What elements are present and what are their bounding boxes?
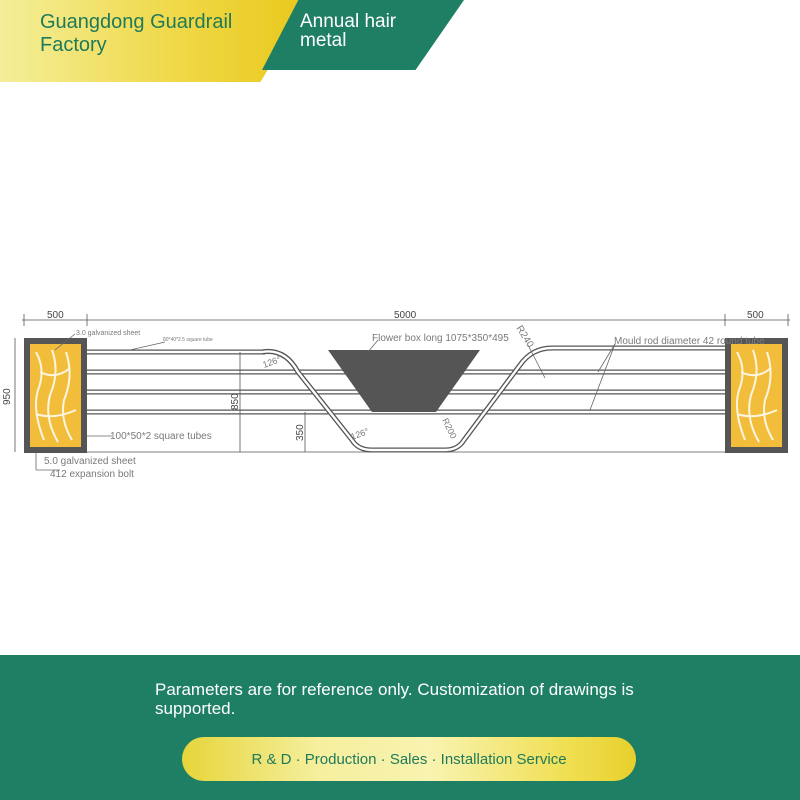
curved-mould-rod: [262, 348, 725, 450]
right-post: [725, 338, 788, 453]
footer-note: Parameters are for reference only. Customization of drawings is supported.: [155, 680, 634, 718]
dim-total-height: 950: [2, 388, 13, 405]
left-post: [24, 338, 87, 453]
product-name: Annual hair metal: [300, 11, 397, 51]
factory-name: Guangdong Guardrail Factory: [40, 11, 233, 56]
anno-square-tube-top: 80*40*2.5 square tube: [163, 337, 213, 343]
dim-bottom-height: 350: [295, 424, 306, 441]
guardrail-drawing: [0, 300, 800, 500]
dim-left-post: 500: [47, 310, 64, 321]
anno-galvanized-sheet-bottom: 5.0 galvanized sheet: [44, 456, 136, 467]
services-text: R & D · Production · Sales · Installation Service: [251, 750, 567, 768]
anno-galvanized-sheet-top: 3.0 galvanized sheet: [76, 330, 141, 337]
anno-flower-box: Flower box long 1075*350*495: [372, 333, 509, 344]
anno-angle-left: 126°: [261, 354, 283, 370]
anno-mould-rod: Mould rod diameter 42 round tube: [614, 336, 765, 347]
flower-box: [328, 350, 480, 412]
anno-square-tubes: 100*50*2 square tubes: [110, 431, 212, 442]
services-pill: [182, 737, 636, 781]
dim-span: 5000: [394, 310, 417, 321]
anno-radius-bottom: R200: [440, 416, 459, 441]
anno-radius-top: R240: [513, 323, 536, 350]
dim-right-post: 500: [747, 310, 764, 321]
anno-angle-bottom: 126°: [349, 426, 371, 442]
anno-expansion-bolt: 412 expansion bolt: [50, 469, 134, 480]
dim-rail-height: 850: [230, 393, 241, 410]
